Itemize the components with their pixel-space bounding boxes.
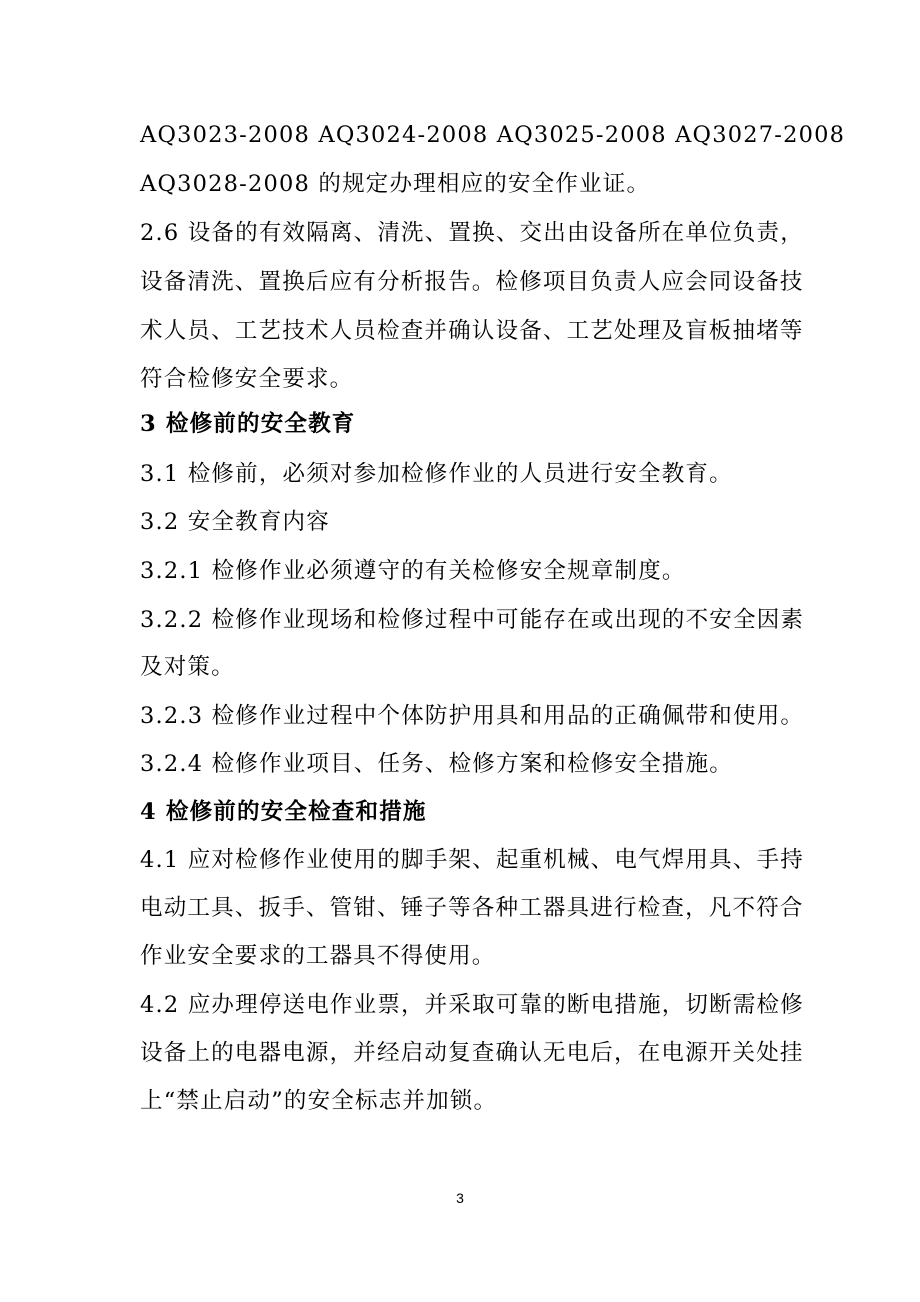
- text-line: AQ3023-2008 AQ3024-2008 AQ3025-2008 AQ3027-2008: [140, 122, 846, 148]
- text-line: 上“禁止启动”的安全标志并加锁。: [140, 1088, 498, 1114]
- text-line: 4.1 应对检修作业使用的脚手架、起重机械、电气焊用具、手持: [140, 847, 804, 873]
- text-line: 设备上的电器电源，并经启动复查确认无电后，在电源开关处挂: [140, 1040, 804, 1066]
- text-line: 3.2 安全教育内容: [140, 509, 330, 535]
- section-heading: 3 检修前的安全教育: [140, 411, 356, 437]
- page-number: 3: [456, 1190, 464, 1206]
- text-line: 作业安全要求的工器具不得使用。: [140, 943, 496, 969]
- text-line: 2.6 设备的有效隔离、清洗、置换、交出由设备所在单位负责，: [140, 220, 804, 246]
- text-line: 3.2.3 检修作业过程中个体防护用具和用品的正确佩带和使用。: [140, 703, 805, 729]
- text-line: 设备清洗、置换后应有分析报告。检修项目负责人应会同设备技: [140, 269, 804, 295]
- section-heading: 4 检修前的安全检查和措施: [140, 799, 427, 825]
- text-line: 3.2.1 检修作业必须遵守的有关检修安全规章制度。: [140, 558, 686, 584]
- text-line: 术人员、工艺技术人员检查并确认设备、工艺处理及盲板抽堵等: [140, 318, 804, 344]
- text-line: 3.2.4 检修作业项目、任务、检修方案和检修安全措施。: [140, 751, 734, 777]
- text-line: AQ3028-2008 的规定办理相应的安全作业证。: [140, 171, 651, 197]
- text-line: 4.2 应办理停送电作业票，并采取可靠的断电措施，切断需检修: [140, 992, 804, 1018]
- text-line: 及对策。: [140, 654, 235, 680]
- text-line: 3.1 检修前，必须对参加检修作业的人员进行安全教育。: [140, 461, 733, 487]
- text-line: 符合检修安全要求。: [140, 366, 354, 392]
- text-line: 3.2.2 检修作业现场和检修过程中可能存在或出现的不安全因素: [140, 607, 805, 633]
- text-line: 电动工具、扳手、管钳、锤子等各种工器具进行检查，凡不符合: [140, 895, 804, 921]
